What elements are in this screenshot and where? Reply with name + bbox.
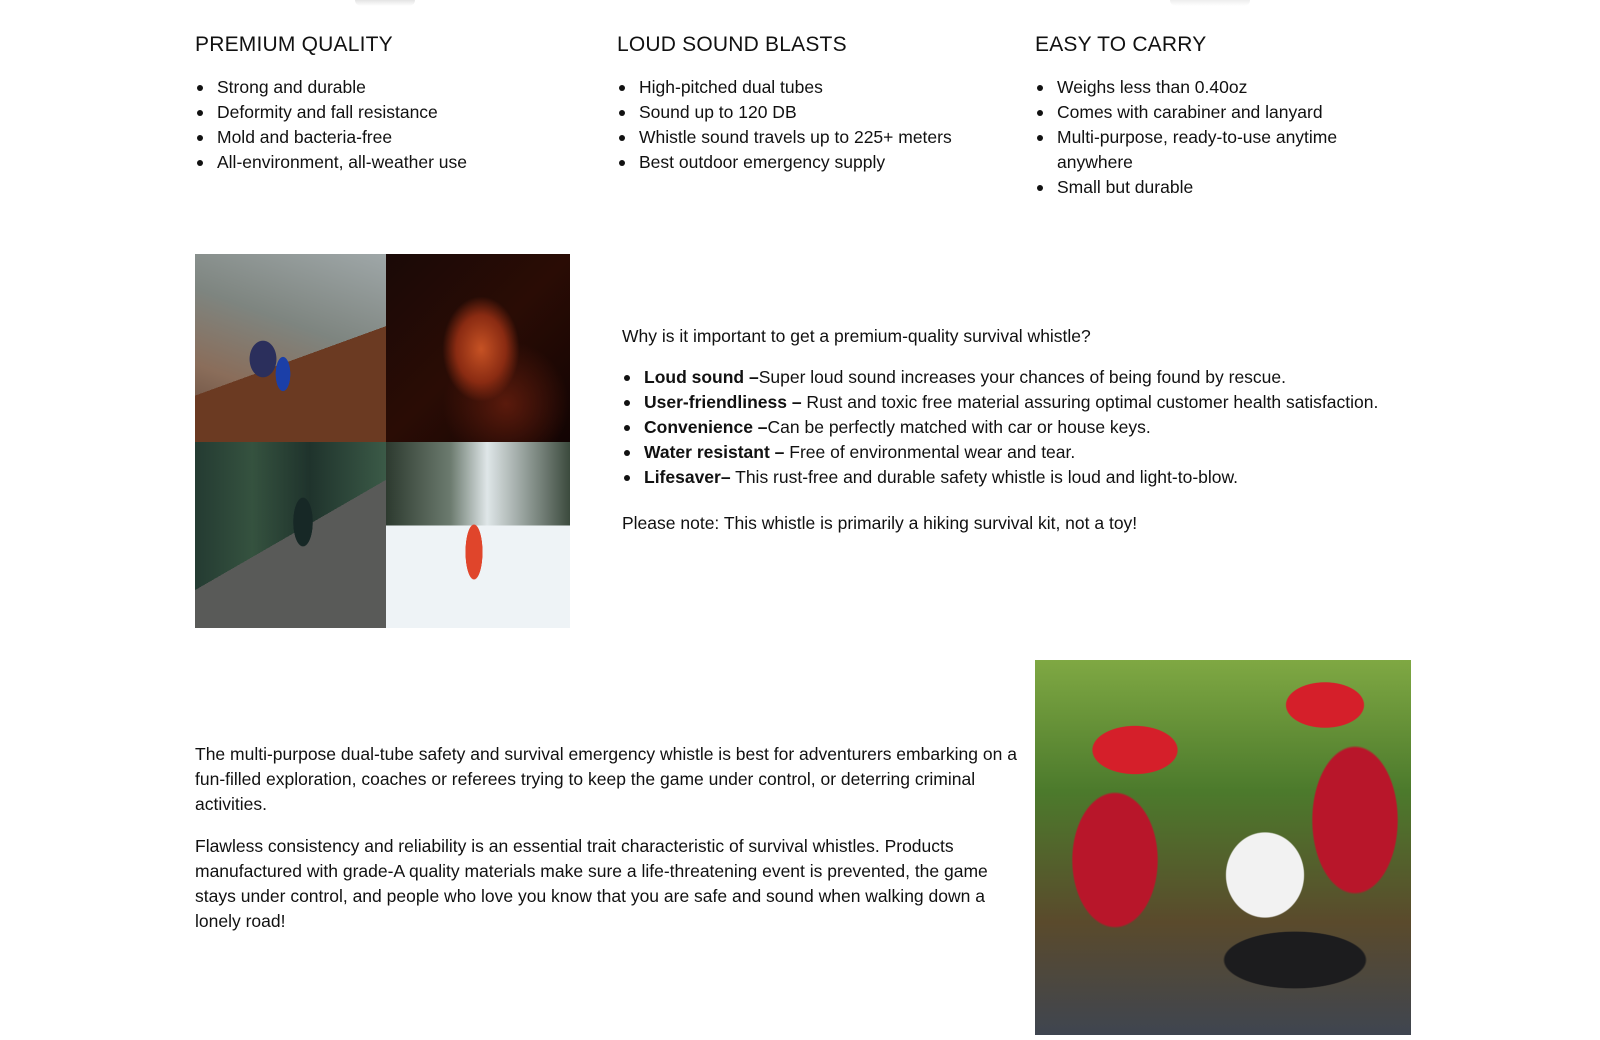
why-section [622,324,1442,536]
forest-climber-photo [195,442,386,628]
usage-note: Please note: This whistle is primarily a hiking survival kit, not a toy! [622,513,1138,533]
cropped-image-edge [355,0,415,6]
why-point-label: Loud sound – [644,367,759,387]
rescue-team-photo [1035,660,1411,1035]
feature-item: Strong and durable [195,75,585,100]
feature-item: Deformity and fall resistance [195,100,585,125]
why-point [622,440,1442,465]
feature-item: All-environment, all-weather use [195,150,585,175]
feature-item: Multi-purpose, ready-to-use anytime anywhere [1035,125,1405,175]
feature-item: Weighs less than 0.40oz [1035,75,1405,100]
feature-list [195,75,585,175]
cropped-image-edge [1170,0,1250,6]
why-point-label: User-friendliness – [644,392,802,412]
outdoor-collage-image [195,254,570,628]
hiker-photo [195,254,386,442]
feature-title: EASY TO CARRY [1035,33,1207,56]
why-point-text: Can be perfectly matched with car or house keys. [767,417,1151,437]
why-point-label: Convenience – [644,417,768,437]
feature-easy-to-carry [1035,32,1405,200]
feature-title: LOUD SOUND BLASTS [617,33,847,56]
feature-item: Comes with carabiner and lanyard [1035,100,1405,125]
feature-item: Whistle sound travels up to 225+ meters [617,125,1017,150]
why-point-text: Free of environmental wear and tear. [784,442,1076,462]
feature-loud-sound-blasts [617,32,1017,175]
why-point [622,465,1442,490]
feature-premium-quality [195,32,585,175]
feature-item: Sound up to 120 DB [617,100,1017,125]
description-text [195,742,1030,951]
why-points-list [622,365,1442,490]
why-point-text: This rust-free and durable safety whistle is loud and light-to-blow. [730,467,1239,487]
feature-title: PREMIUM QUALITY [195,33,393,56]
snow-walker-photo [386,442,570,628]
why-point-text: Super loud sound increases your chances of being found by rescue. [758,367,1287,387]
why-point [622,365,1442,390]
why-point [622,415,1442,440]
feature-list [617,75,1017,175]
feature-item: Mold and bacteria-free [195,125,585,150]
feature-item: High-pitched dual tubes [617,75,1017,100]
why-point-text: Rust and toxic free material assuring optimal customer health satisfaction. [801,392,1379,412]
why-point-label: Water resistant – [644,442,785,462]
description-paragraph: The multi-purpose dual-tube safety and survival emergency whistle is best for adventurers embarking on a fun-filled exploration, coaches or referees trying to keep the game under control, or deterring criminal activities. [195,744,1017,814]
feature-list [1035,75,1405,200]
why-point [622,390,1442,415]
feature-item: Best outdoor emergency supply [617,150,1017,175]
why-point-label: Lifesaver– [644,467,731,487]
description-paragraph: Flawless consistency and reliability is an essential trait characteristic of survival whistles. Products manufactured with grade-A quality materials make sure a life-threatening event is prevented, the game stays under control, and people who love you know that you are safe and sound when walking down a lonely road! [195,836,988,931]
feature-item: Small but durable [1035,175,1405,200]
why-question: Why is it important to get a premium-quality survival whistle? [622,326,1091,346]
woman-in-dark-photo [386,254,570,442]
